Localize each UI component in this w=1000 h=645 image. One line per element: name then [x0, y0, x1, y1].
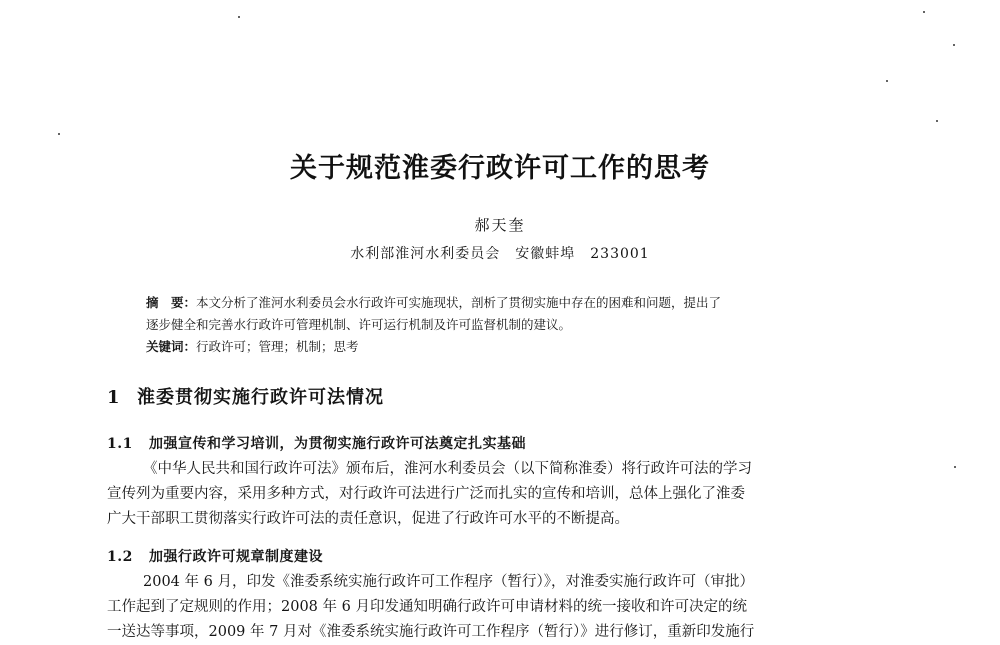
abstract-line	[146, 292, 886, 314]
section-number: 1	[107, 387, 121, 408]
paragraph-line: 广大干部职工贯彻落实行政许可法的责任意识，促进了行政许可水平的不断提高。	[107, 511, 629, 527]
paper-title: 关于规范淮委行政许可工作的思考	[290, 153, 710, 184]
paragraph	[107, 457, 907, 532]
section-title: 淮委贯彻实施行政许可法情况	[137, 387, 384, 408]
paragraph	[107, 570, 907, 645]
scan-speck	[953, 44, 955, 46]
author-name: 郝天奎	[474, 216, 526, 234]
abstract-text: 本文分析了淮河水利委员会水行政许可实施现状，剖析了贯彻实施中存在的困难和问题，提出了	[196, 295, 722, 310]
subsection-heading	[107, 433, 526, 453]
subsection-heading	[107, 546, 323, 566]
abstract-text: 逐步健全和完善水行政许可管理机制、许可运行机制及许可监督机制的建议。	[146, 317, 572, 332]
scan-speck	[58, 133, 60, 135]
keywords-text: 行政许可；管理；机制；思考	[196, 339, 359, 354]
subsection-number: 1.2	[107, 549, 133, 565]
subsection-number: 1.1	[107, 436, 133, 452]
scan-speck	[923, 11, 925, 13]
scan-speck	[238, 16, 240, 18]
paragraph-line: 《中华人民共和国行政许可法》颁布后，淮河水利委员会（以下简称淮委）将行政许可法的学习	[143, 461, 752, 477]
abstract-line	[146, 314, 886, 336]
paragraph-line: 一送达等事项，2009 年 7 月对《淮委系统实施行政许可工作程序（暂行）》进行修订，重新印发施行	[107, 624, 755, 640]
scan-speck	[936, 120, 938, 122]
scan-speck	[886, 80, 888, 82]
paragraph-line: 2004 年 6 月，印发《淮委系统实施行政许可工作程序（暂行）》，对淮委实施行政许可（审批）	[143, 574, 754, 590]
paragraph-line: 工作起到了定规则的作用；2008 年 6 月印发通知明确行政许可申请材料的统一接收和许可决定的统	[107, 599, 747, 615]
section-heading	[107, 383, 384, 409]
author-affiliation: 水利部淮河水利委员会 安徽蚌埠 233001	[350, 246, 650, 262]
keywords-label: 关键词：	[146, 339, 197, 354]
abstract-label: 摘 要：	[146, 295, 197, 310]
abstract-block	[146, 292, 886, 358]
keywords-line	[146, 336, 886, 358]
subsection-title: 加强行政许可规章制度建设	[149, 549, 323, 565]
scan-speck	[954, 466, 956, 468]
paragraph-line: 宣传列为重要内容，采用多种方式，对行政许可法进行广泛而扎实的宣传和培训，总体上强化了淮委	[107, 486, 745, 502]
subsection-title: 加强宣传和学习培训，为贯彻实施行政许可法奠定扎实基础	[149, 436, 526, 452]
